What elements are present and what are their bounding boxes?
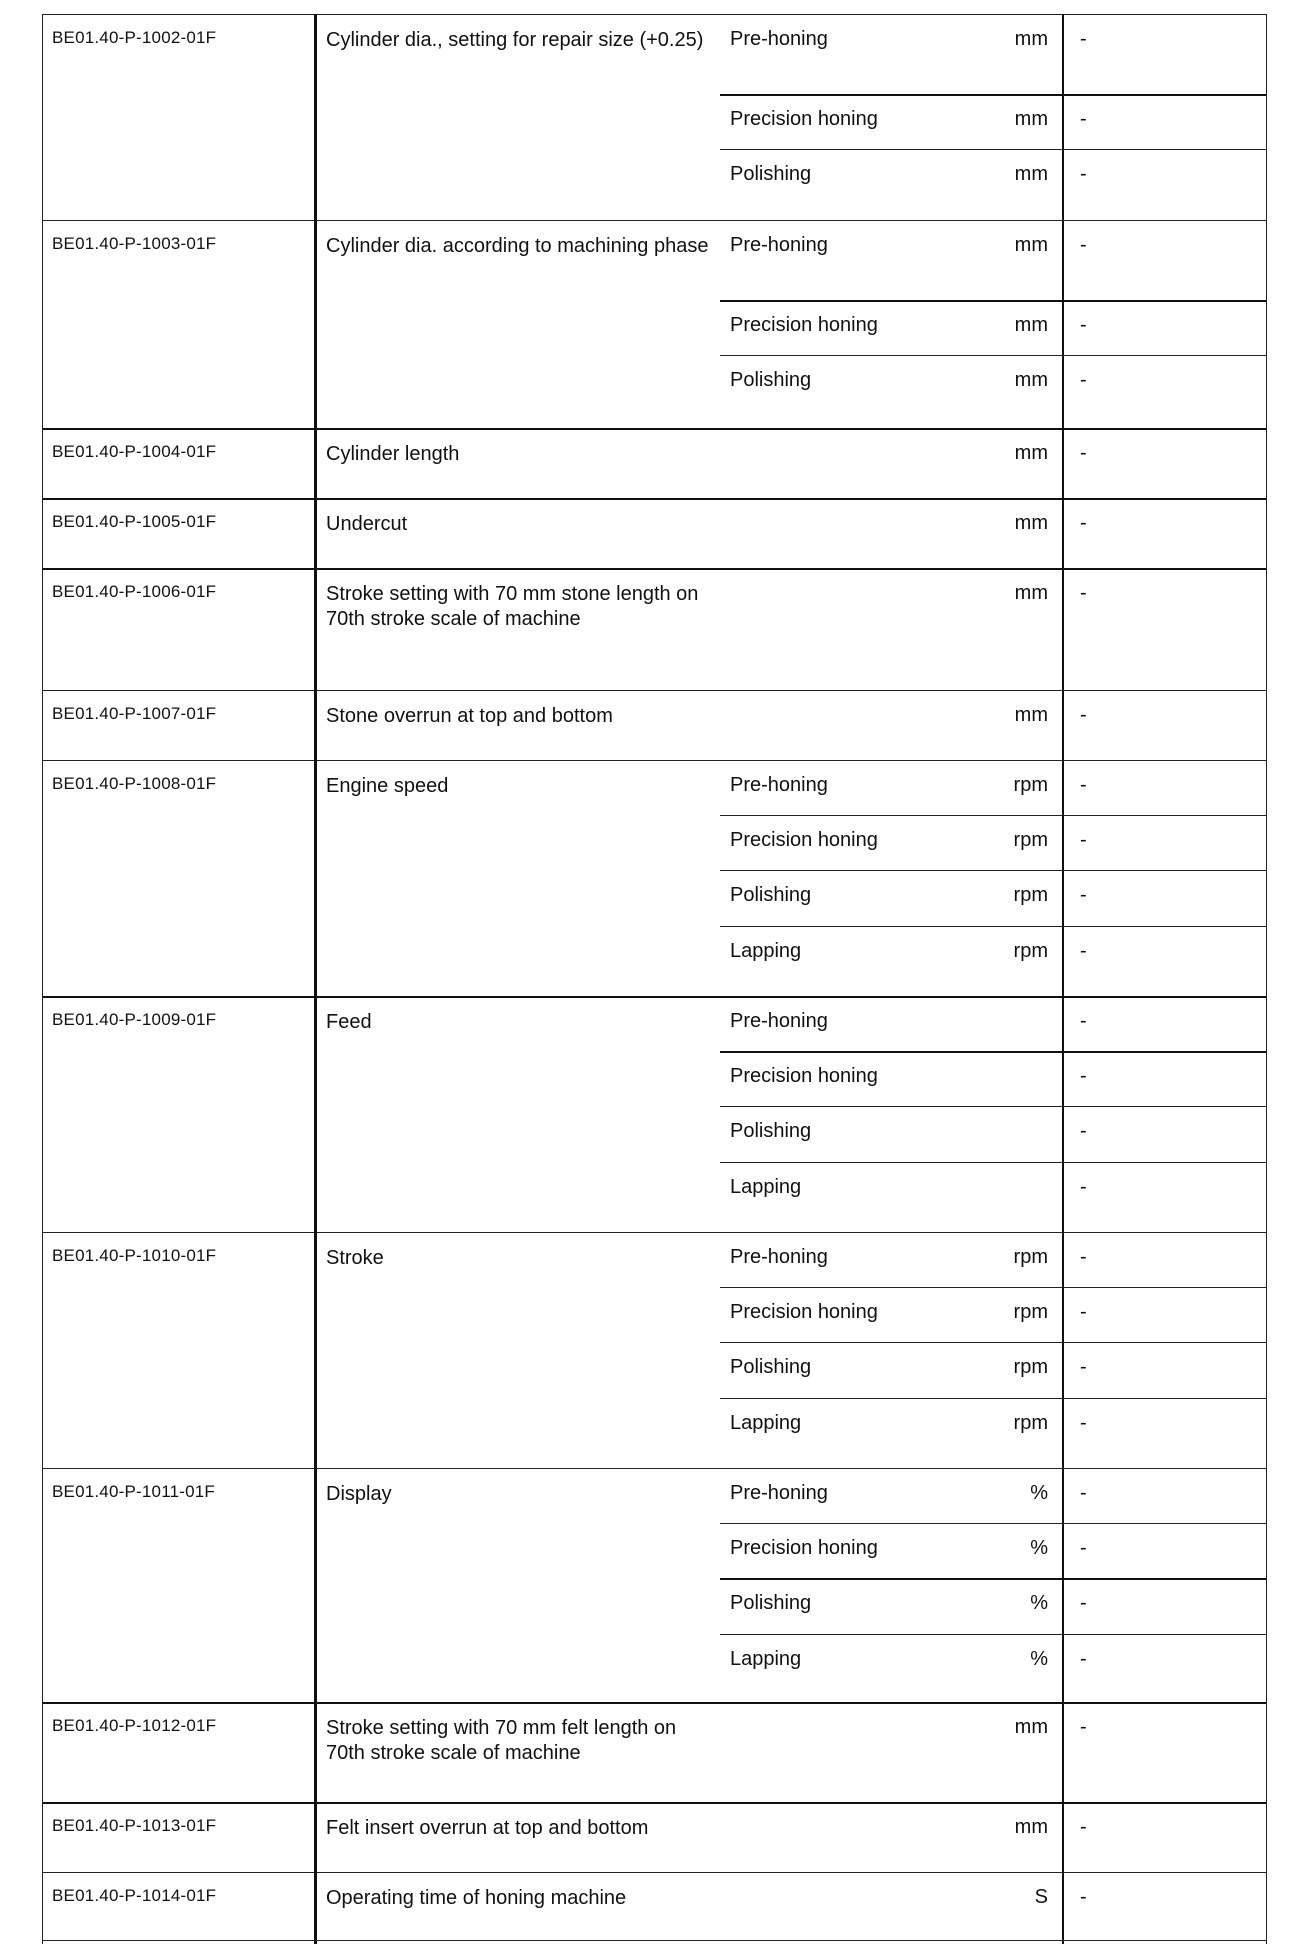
value-cell: -: [1080, 774, 1087, 796]
subrow-divider: [720, 815, 1267, 816]
subrow-divider: [720, 1398, 1267, 1399]
machining-stage: Polishing: [730, 163, 812, 185]
column-border: [1062, 428, 1064, 498]
machining-stage: Pre-honing: [730, 28, 828, 50]
part-number: BE01.40-P-1010-01F: [52, 1246, 217, 1265]
value-cell: -: [1080, 163, 1087, 185]
unit: rpm: [1013, 774, 1048, 796]
parameter-description: Stroke: [326, 1247, 384, 1269]
value-cell: -: [1080, 28, 1087, 50]
unit: mm: [1014, 28, 1048, 50]
column-border: [42, 1802, 43, 1872]
part-number: BE01.40-P-1005-01F: [52, 512, 217, 531]
table-row: [0, 498, 1312, 568]
unit: rpm: [1013, 1356, 1048, 1378]
part-number: BE01.40-P-1011-01F: [52, 1482, 215, 1501]
table-row: [0, 220, 1312, 428]
table-row: [0, 760, 1312, 996]
subrow-divider: [720, 1634, 1267, 1635]
column-border: [1266, 760, 1267, 996]
unit: %: [1030, 1482, 1048, 1504]
column-border: [314, 220, 317, 428]
column-border: [1266, 220, 1267, 428]
value-cell: -: [1080, 1648, 1087, 1670]
machining-stage: Precision honing: [730, 1537, 878, 1559]
unit: %: [1030, 1537, 1048, 1559]
machining-stage: Polishing: [730, 1120, 812, 1142]
column-border: [1266, 568, 1267, 690]
machining-stage: Pre-honing: [730, 1246, 828, 1268]
unit: mm: [1014, 512, 1048, 534]
column-border: [1266, 1802, 1267, 1872]
column-border: [1266, 428, 1267, 498]
part-number: BE01.40-P-1004-01F: [52, 442, 217, 461]
column-border: [1062, 14, 1064, 220]
column-border: [42, 498, 43, 568]
value-cell: -: [1080, 369, 1087, 391]
unit: mm: [1014, 234, 1048, 256]
column-border: [314, 1702, 317, 1802]
value-cell: -: [1080, 108, 1087, 130]
machining-stage: Precision honing: [730, 108, 878, 130]
subrow-divider: [720, 1342, 1267, 1343]
table-row: [0, 1872, 1312, 1944]
column-border: [1062, 1702, 1064, 1802]
column-border: [1062, 1872, 1064, 1944]
subrow-divider: [720, 1051, 1267, 1053]
row-divider: [42, 1802, 1267, 1804]
subrow-divider: [720, 926, 1267, 927]
unit: rpm: [1013, 1301, 1048, 1323]
value-cell: -: [1080, 234, 1087, 256]
value-cell: -: [1080, 314, 1087, 336]
row-divider: [42, 568, 1267, 570]
unit: S: [1034, 1886, 1048, 1908]
subrow-divider: [720, 1287, 1267, 1288]
column-border: [1266, 498, 1267, 568]
subrow-divider: [720, 355, 1267, 356]
value-cell: -: [1080, 884, 1087, 906]
parameter-description: Display: [326, 1483, 392, 1505]
row-divider: [42, 498, 1267, 500]
machining-stage: Precision honing: [730, 1065, 878, 1087]
table-row: [0, 1702, 1312, 1802]
unit: mm: [1014, 163, 1048, 185]
part-number: BE01.40-P-1007-01F: [52, 704, 217, 723]
parameter-description: Undercut: [326, 513, 408, 535]
part-number: BE01.40-P-1009-01F: [52, 1010, 217, 1029]
column-border: [42, 568, 43, 690]
column-border: [42, 220, 43, 428]
value-cell: -: [1080, 829, 1087, 851]
row-divider: [42, 1468, 1267, 1469]
column-border: [1062, 220, 1064, 428]
column-border: [1266, 1232, 1267, 1468]
value-cell: -: [1080, 582, 1087, 604]
column-border: [314, 996, 317, 1232]
value-cell: -: [1080, 1010, 1087, 1032]
column-border: [314, 498, 317, 568]
column-border: [42, 760, 43, 996]
value-cell: -: [1080, 1412, 1087, 1434]
table-row: [0, 996, 1312, 1232]
column-border: [1062, 1802, 1064, 1872]
part-number: BE01.40-P-1003-01F: [52, 234, 217, 253]
column-border: [42, 690, 43, 760]
column-border: [314, 14, 317, 220]
column-border: [1062, 1232, 1064, 1468]
column-border: [314, 690, 317, 760]
unit: mm: [1014, 1816, 1048, 1838]
column-border: [42, 996, 43, 1232]
value-cell: -: [1080, 704, 1087, 726]
part-number: BE01.40-P-1008-01F: [52, 774, 217, 793]
parameter-description: Feed: [326, 1011, 372, 1033]
value-cell: -: [1080, 1716, 1087, 1738]
machining-stage: Polishing: [730, 1356, 812, 1378]
table-row: [0, 1232, 1312, 1468]
subrow-divider: [720, 1523, 1267, 1524]
column-border: [314, 1468, 317, 1702]
row-divider: [42, 690, 1267, 691]
part-number: BE01.40-P-1006-01F: [52, 582, 217, 601]
machining-stage: Pre-honing: [730, 1010, 828, 1032]
row-divider: [42, 1702, 1267, 1704]
subrow-divider: [720, 1162, 1267, 1163]
subrow-divider: [720, 300, 1267, 302]
table-bottom-border: [42, 1940, 1267, 1941]
value-cell: -: [1080, 1246, 1087, 1268]
subrow-divider: [720, 870, 1267, 871]
column-border: [42, 14, 43, 220]
row-divider: [42, 14, 1267, 15]
column-border: [1266, 690, 1267, 760]
column-border: [314, 568, 317, 690]
column-border: [314, 428, 317, 498]
value-cell: -: [1080, 1537, 1087, 1559]
unit: mm: [1014, 314, 1048, 336]
table-row: [0, 1802, 1312, 1872]
value-cell: -: [1080, 1176, 1087, 1198]
part-number: BE01.40-P-1013-01F: [52, 1816, 217, 1835]
subrow-divider: [720, 149, 1267, 150]
machining-stage: Lapping: [730, 1412, 802, 1434]
value-cell: -: [1080, 1356, 1087, 1378]
unit: rpm: [1013, 1246, 1048, 1268]
row-divider: [42, 996, 1267, 998]
machining-stage: Polishing: [730, 1592, 812, 1614]
value-cell: -: [1080, 1592, 1087, 1614]
table-row: [0, 428, 1312, 498]
value-cell: -: [1080, 512, 1087, 534]
value-cell: -: [1080, 1482, 1087, 1504]
table-row: [0, 1468, 1312, 1702]
unit: mm: [1014, 582, 1048, 604]
row-divider: [42, 1872, 1267, 1873]
parameter-description: Stroke setting with 70 mm stone length on 70th stroke scale of machine: [326, 583, 699, 630]
column-border: [1062, 1468, 1064, 1702]
machining-stage: Polishing: [730, 884, 812, 906]
part-number: BE01.40-P-1014-01F: [52, 1886, 217, 1905]
column-border: [42, 1232, 43, 1468]
machining-stage: Lapping: [730, 1648, 802, 1670]
parameter-description: Operating time of honing machine: [326, 1887, 627, 1909]
column-border: [1062, 498, 1064, 568]
unit: %: [1030, 1648, 1048, 1670]
machining-stage: Lapping: [730, 940, 802, 962]
column-border: [314, 760, 317, 996]
row-divider: [42, 760, 1267, 761]
machining-stage: Precision honing: [730, 314, 878, 336]
column-border: [42, 1872, 43, 1944]
parameter-description: Stone overrun at top and bottom: [326, 705, 613, 727]
unit: mm: [1014, 1716, 1048, 1738]
parameter-description: Cylinder dia., setting for repair size (+0.25): [326, 29, 704, 51]
parameter-description: Cylinder length: [326, 443, 460, 465]
unit: mm: [1014, 442, 1048, 464]
part-number: BE01.40-P-1012-01F: [52, 1716, 217, 1735]
table-row: [0, 690, 1312, 760]
column-border: [1062, 996, 1064, 1232]
subrow-divider: [720, 94, 1267, 96]
machining-stage: Pre-honing: [730, 774, 828, 796]
value-cell: -: [1080, 1065, 1087, 1087]
parameter-description: Engine speed: [326, 775, 449, 797]
subrow-divider: [720, 1106, 1267, 1107]
parameter-description: Felt insert overrun at top and bottom: [326, 1817, 649, 1839]
column-border: [1266, 1702, 1267, 1802]
column-border: [1266, 14, 1267, 220]
column-border: [1266, 1468, 1267, 1702]
value-cell: -: [1080, 1301, 1087, 1323]
row-divider: [42, 1232, 1267, 1233]
unit: mm: [1014, 108, 1048, 130]
machining-stage: Pre-honing: [730, 234, 828, 256]
column-border: [314, 1872, 317, 1944]
machining-stage: Precision honing: [730, 829, 878, 851]
unit: rpm: [1013, 940, 1048, 962]
column-border: [314, 1802, 317, 1872]
value-cell: -: [1080, 1886, 1087, 1908]
subrow-divider: [720, 1578, 1267, 1580]
unit: %: [1030, 1592, 1048, 1614]
value-cell: -: [1080, 940, 1087, 962]
part-number: BE01.40-P-1002-01F: [52, 28, 217, 47]
column-border: [1062, 568, 1064, 690]
column-border: [42, 1702, 43, 1802]
machining-stage: Pre-honing: [730, 1482, 828, 1504]
unit: rpm: [1013, 884, 1048, 906]
machining-stage: Lapping: [730, 1176, 802, 1198]
column-border: [1062, 690, 1064, 760]
column-border: [1266, 996, 1267, 1232]
machining-stage: Polishing: [730, 369, 812, 391]
row-divider: [42, 428, 1267, 430]
parameter-description: Stroke setting with 70 mm felt length on 70th stroke scale of machine: [326, 1717, 677, 1764]
column-border: [42, 428, 43, 498]
table-row: [0, 568, 1312, 690]
column-border: [1266, 1872, 1267, 1944]
unit: rpm: [1013, 829, 1048, 851]
row-divider: [42, 220, 1267, 221]
machining-stage: Precision honing: [730, 1301, 878, 1323]
column-border: [1062, 760, 1064, 996]
table-row: [0, 14, 1312, 220]
column-border: [314, 1232, 317, 1468]
unit: rpm: [1013, 1412, 1048, 1434]
value-cell: -: [1080, 442, 1087, 464]
parameter-description: Cylinder dia. according to machining phase: [326, 235, 709, 257]
value-cell: -: [1080, 1816, 1087, 1838]
unit: mm: [1014, 704, 1048, 726]
unit: mm: [1014, 369, 1048, 391]
value-cell: -: [1080, 1120, 1087, 1142]
column-border: [42, 1468, 43, 1702]
